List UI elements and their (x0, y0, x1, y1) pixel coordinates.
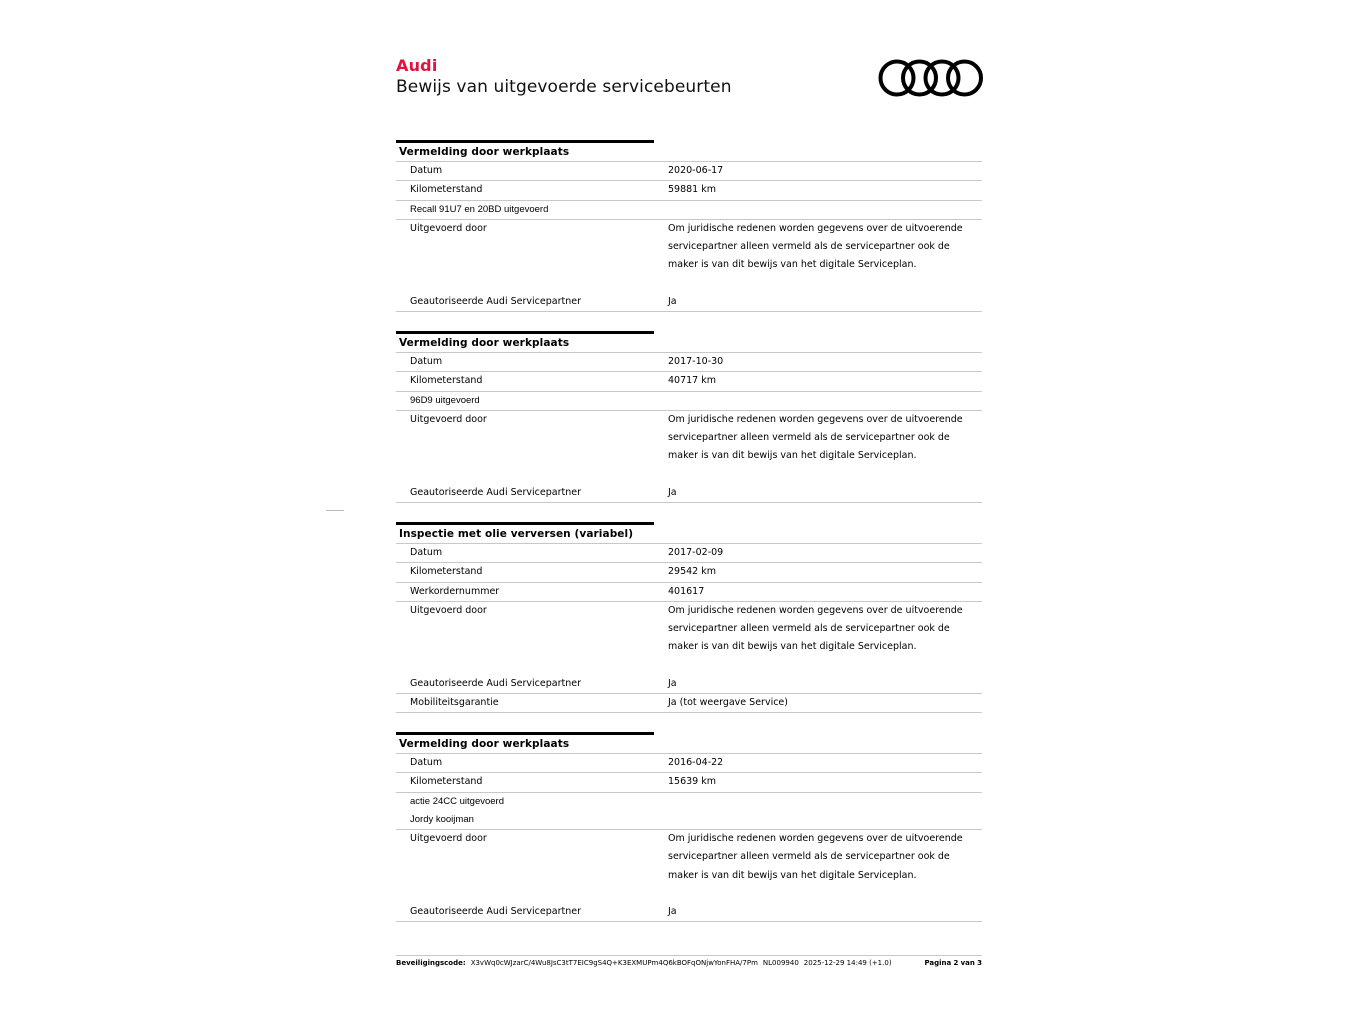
page-number (924, 959, 982, 967)
row-label: Uitgevoerd door (410, 604, 487, 616)
row-werkordernummer (396, 583, 982, 602)
page-footer (396, 955, 982, 967)
page-sep: van (960, 959, 975, 967)
row-value: Om juridische redenen worden gegevens over de uitvoerende servicepartner alleen vermeld als de servicepartner ook de maker is van dit bewijs van het digitale Serviceplan. (668, 222, 963, 271)
page-label: Pagina (924, 959, 952, 967)
row-value: 2017-02-09 (668, 547, 724, 558)
row-kilometerstand (396, 181, 982, 200)
row-label: Kilometerstand (410, 776, 483, 788)
row-value: 401617 (668, 585, 705, 597)
row-value: 2016-04-22 (668, 757, 724, 768)
service-entry-3 (396, 522, 982, 713)
row-label: Geautoriseerde Audi Servicepartner (410, 486, 581, 498)
row-uitgevoerd-door (396, 220, 982, 293)
row-value (654, 811, 982, 829)
row-value: Om juridische redenen worden gegevens over de uitvoerende servicepartner alleen vermeld als de servicepartner ook de maker is van dit bewijs van het digitale Serviceplan. (668, 604, 963, 653)
row-value: Ja (668, 486, 677, 498)
row-geautoriseerd (396, 903, 982, 922)
row-value: 15639 km (668, 776, 716, 788)
page-total: 3 (977, 959, 982, 967)
row-datum (396, 754, 982, 773)
row-value (654, 201, 982, 219)
row-value: Ja (668, 295, 677, 307)
service-entry-2 (396, 331, 982, 503)
row-label: Recall 91U7 en 20BD uitgevoerd (410, 203, 549, 215)
row-label: Werkordernummer (410, 585, 500, 597)
row-note (396, 201, 982, 220)
section-title: Vermelding door werkplaats (396, 143, 982, 162)
row-geautoriseerd (396, 293, 982, 312)
row-value: 40717 km (668, 375, 716, 387)
row-label: Kilometerstand (410, 566, 483, 578)
row-kilometerstand (396, 372, 982, 391)
row-label: Geautoriseerde Audi Servicepartner (410, 295, 581, 307)
row-uitgevoerd-door (396, 602, 982, 675)
footer-security (396, 959, 897, 967)
row-value: 2020-06-17 (668, 165, 724, 176)
security-code: X3vWq0cWJzarC/4Wu8JsC3tT7EIC9gS4Q+K3EXMUPm4Q6kBOFqONjwYonFHA/7Pm (470, 959, 758, 967)
brand-name: Audi (396, 56, 438, 75)
row-label: Kilometerstand (410, 184, 483, 196)
section-title: Vermelding door werkplaats (396, 735, 982, 754)
row-label: 96D9 uitgevoerd (410, 394, 480, 406)
row-label: Mobiliteitsgarantie (410, 697, 499, 709)
page-current: 2 (953, 959, 959, 967)
section-title: Vermelding door werkplaats (396, 334, 982, 353)
row-geautoriseerd (396, 675, 982, 694)
row-value: Ja (668, 677, 677, 689)
audi-rings-logo-icon (878, 59, 984, 97)
row-kilometerstand (396, 773, 982, 792)
row-label: Jordy kooijman (410, 813, 474, 825)
row-label: Datum (410, 356, 443, 367)
row-value: 2017-10-30 (668, 356, 724, 367)
row-datum (396, 544, 982, 563)
security-label: Beveiligingscode: (396, 959, 466, 967)
row-value: 29542 km (668, 566, 716, 578)
row-label: Uitgevoerd door (410, 833, 487, 845)
service-entry-1 (396, 140, 982, 312)
row-value: Om juridische redenen worden gegevens over de uitvoerende servicepartner alleen vermeld als de servicepartner ook de maker is van dit bewijs van het digitale Serviceplan. (668, 833, 963, 881)
service-entry-4 (396, 732, 982, 922)
row-label: Uitgevoerd door (410, 222, 487, 234)
row-label: Uitgevoerd door (410, 413, 487, 425)
row-mobiliteitsgarantie (396, 694, 982, 713)
margin-mark (326, 510, 344, 511)
row-geautoriseerd (396, 484, 982, 503)
row-uitgevoerd-door (396, 830, 982, 903)
row-label: Datum (410, 757, 443, 768)
row-uitgevoerd-door (396, 411, 982, 484)
row-value: 59881 km (668, 184, 716, 196)
row-label: Datum (410, 547, 443, 558)
row-label: Kilometerstand (410, 375, 483, 387)
row-value (654, 793, 982, 811)
row-value: Ja (tot weergave Service) (668, 697, 788, 709)
row-label: Geautoriseerde Audi Servicepartner (410, 677, 581, 689)
page-title: Bewijs van uitgevoerde servicebeurten (396, 77, 732, 97)
row-datum (396, 162, 982, 181)
section-title: Inspectie met olie verversen (variabel) (396, 525, 982, 544)
row-value: Ja (668, 906, 677, 918)
row-label: Datum (410, 165, 443, 176)
dealer-code: NL009940 (762, 959, 799, 967)
timestamp: 2025-12-29 14:49 (+1.0) (803, 959, 892, 967)
row-note (396, 392, 982, 411)
row-value: Om juridische redenen worden gegevens over de uitvoerende servicepartner alleen vermeld als de servicepartner ook de maker is van dit bewijs van het digitale Serviceplan. (668, 413, 963, 462)
row-label: actie 24CC uitgevoerd (410, 795, 504, 807)
row-value (654, 392, 982, 410)
row-note (396, 811, 982, 830)
row-kilometerstand (396, 563, 982, 582)
row-note (396, 793, 982, 811)
row-datum (396, 353, 982, 372)
row-label: Geautoriseerde Audi Servicepartner (410, 906, 581, 918)
